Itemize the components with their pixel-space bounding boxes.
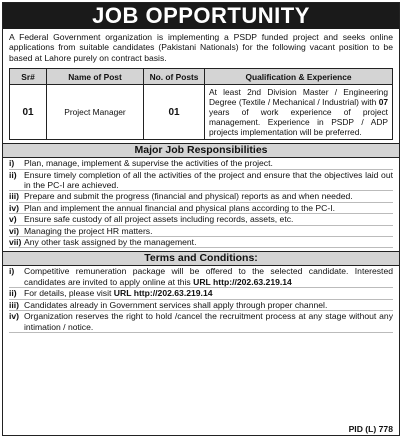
list-item [9, 214, 393, 225]
item-number: i) [9, 158, 15, 169]
terms-list [3, 266, 399, 332]
list-item [9, 266, 393, 288]
item-number: i) [9, 266, 15, 277]
item-text: Plan, manage, implement & supervise the activities of the project. [24, 158, 273, 169]
list-item [9, 300, 393, 311]
list-item [9, 191, 393, 202]
apply-url-link[interactable]: URL http://202.63.219.14 [193, 276, 292, 287]
list-item [9, 237, 393, 248]
item-text: Candidates already in Government services shall apply through proper channel. [24, 299, 328, 310]
qualification-text-a: At least 2nd Division Master / Engineering Degree (Textile / Mechanical / Industrial) with [209, 87, 388, 108]
item-text: Prepare and submit the progress (financial and physical) reports as and when needed. [24, 191, 353, 202]
table-header-row [10, 69, 393, 85]
item-number: vii) [9, 237, 22, 248]
item-text [24, 266, 393, 287]
qualification-years: 07 [378, 97, 389, 108]
cell-post: Project Manager [47, 85, 144, 140]
item-text: Ensure timely completion of all the activities of the project and ensure that the objectives laid out in the PC-I are achieved. [24, 169, 393, 191]
header-sr: Sr# [10, 69, 47, 85]
item-text [24, 288, 393, 298]
cell-sr: 01 [10, 85, 47, 140]
list-item [9, 170, 393, 192]
item-number: vi) [9, 225, 20, 236]
header-qualification: Qualification & Experience [205, 69, 393, 85]
posts-table [9, 68, 393, 140]
list-item [9, 203, 393, 214]
item-text: Managing the project HR matters. [24, 225, 153, 236]
term-text: Competitive remuneration package will be offered to the selected candidate. Interested candidates are invited to apply online at this [24, 266, 393, 287]
job-advertisement [2, 2, 400, 436]
term-text: For details, please visit [24, 288, 112, 299]
header-post: Name of Post [47, 69, 144, 85]
intro-paragraph: A Federal Government organization is implementing a PSDP funded project and seeks online applications from suitable candidates (Pakistani Nationals) for the following vacant position to be based at Lahore purely on contract basis. [9, 32, 393, 63]
responsibilities-list [3, 158, 399, 248]
list-item [9, 158, 393, 169]
page-title: JOB OPPORTUNITY [3, 3, 399, 29]
qualification-text-b: years of work experience of project management. Experience in PSDP / ADP projects implementation will be preferred. [209, 107, 388, 138]
details-url-link[interactable]: URL http://202.63.219.14 [113, 288, 213, 299]
item-number: v) [9, 214, 17, 225]
item-number: iv) [9, 311, 20, 322]
terms-heading: Terms and Conditions: [3, 251, 399, 266]
item-text: Ensure safe custody of all project assets including records, assets, etc. [24, 214, 294, 225]
item-number: ii) [9, 288, 17, 299]
header-count: No. of Posts [144, 69, 205, 85]
list-item [9, 311, 393, 333]
item-text: Organization reserves the right to hold /cancel the recruitment process at any stage without any intimation / notice. [24, 311, 393, 332]
pid-code: PID (L) 778 [348, 424, 393, 434]
list-item [9, 288, 393, 299]
item-number: iii) [9, 191, 20, 202]
cell-qualification [205, 85, 393, 140]
responsibilities-heading: Major Job Responsibilities [3, 143, 399, 158]
table-row [10, 85, 393, 140]
item-number: iv) [9, 202, 20, 213]
list-item [9, 226, 393, 237]
item-text: Plan and implement the annual financial and physical plans according to the PC-I. [24, 202, 335, 213]
item-number: ii) [9, 169, 17, 180]
cell-count: 01 [144, 85, 205, 140]
item-text: Any other task assigned by the management. [24, 237, 197, 248]
item-number: iii) [9, 299, 20, 310]
